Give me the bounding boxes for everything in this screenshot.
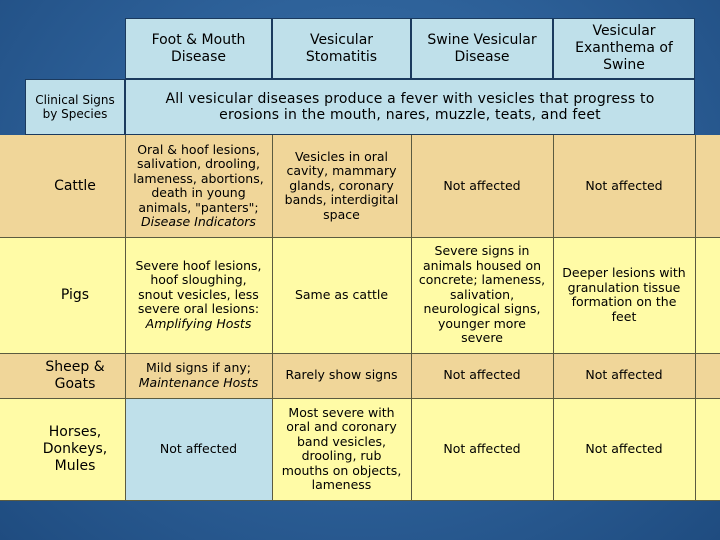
row-label-cattle: Cattle xyxy=(25,135,125,237)
cell-sheep-vs: Rarely show signs xyxy=(272,353,411,398)
cell-horses-svd: Not affected xyxy=(411,398,553,500)
cell-horses-fmd: Not affected xyxy=(125,398,272,500)
role-label: Amplifying Hosts xyxy=(145,315,252,331)
cell-pigs-svd: Severe signs in animals housed on concrete; lameness, salivation, neurological signs, younger more severe xyxy=(411,237,553,353)
row-divider xyxy=(0,237,720,238)
column-divider xyxy=(272,135,273,500)
cell-sheep-fmd: Mild signs if any; Maintenance Hosts xyxy=(125,353,272,398)
cell-cattle-vs: Vesicles in oral cavity, mammary glands, coronary bands, interdigital space xyxy=(272,135,411,237)
column-divider xyxy=(553,135,554,500)
cell-cattle-svd: Not affected xyxy=(411,135,553,237)
row-divider xyxy=(0,500,720,501)
cell-pigs-vs: Same as cattle xyxy=(272,237,411,353)
cell-sheep-svd: Not affected xyxy=(411,353,553,398)
row-divider xyxy=(0,398,720,399)
side-header: Clinical Signs by Species xyxy=(25,79,125,135)
column-divider xyxy=(411,135,412,500)
cell-pigs-fmd: Severe hoof lesions, hoof sloughing, snout vesicles, less severe oral lesions: Amplifying Hosts xyxy=(125,237,272,353)
cell-cattle-fmd: Oral & hoof lesions, salivation, drooling, lameness, abortions, death in young animals, "panters"; Disease Indicators xyxy=(125,135,272,237)
banner-text: All vesicular diseases produce a fever with vesicles that progress to erosions in the mouth, nares, muzzle, teats, and feet xyxy=(125,79,695,135)
row-label-sheep-goats: Sheep & Goats xyxy=(25,353,125,398)
cell-sheep-ves: Not affected xyxy=(553,353,695,398)
cell-pigs-ves: Deeper lesions with granulation tissue formation on the feet xyxy=(553,237,695,353)
column-header-vs: Vesicular Stomatitis xyxy=(272,18,411,79)
role-label: Maintenance Hosts xyxy=(138,374,259,390)
cell-cattle-ves: Not affected xyxy=(553,135,695,237)
column-header-ves: Vesicular Exanthema of Swine xyxy=(553,18,695,79)
row-label-pigs: Pigs xyxy=(25,237,125,353)
column-header-fmd: Foot & Mouth Disease xyxy=(125,18,272,79)
cell-horses-ves: Not affected xyxy=(553,398,695,500)
cell-horses-vs: Most severe with oral and coronary band vesicles, drooling, rub mouths on objects, lameness xyxy=(272,398,411,500)
role-label: Disease Indicators xyxy=(141,214,256,229)
column-divider xyxy=(695,135,696,500)
row-label-horses: Horses, Donkeys, Mules xyxy=(25,398,125,500)
row-divider xyxy=(0,353,720,354)
column-header-svd: Swine Vesicular Disease xyxy=(411,18,553,79)
column-divider xyxy=(125,135,126,500)
